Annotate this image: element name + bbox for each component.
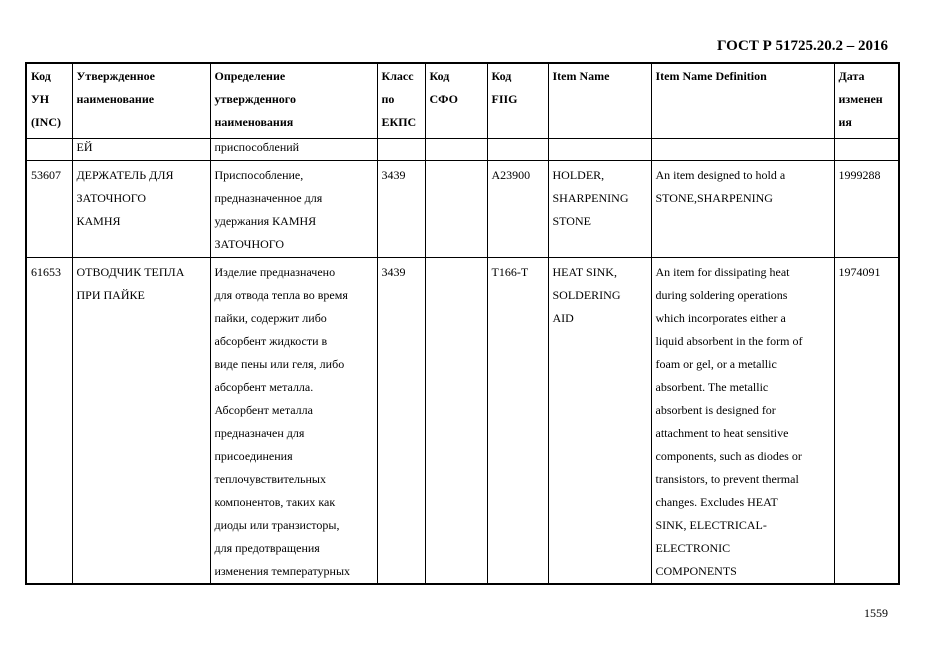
cell-approved-name: ЕЙ [72,138,210,160]
cell-approved-name: ДЕРЖАТЕЛЬ ДЛЯ ЗАТОЧНОГО КАМНЯ [72,160,210,257]
col-header-definition: Определение утвержденного наименования [210,63,377,138]
cell-fiig: T166-T [487,257,548,584]
col-header-inc: Код УН (INC) [26,63,72,138]
cell-definition: Изделие предназначено для отвода тепла во время пайки, содержит либо абсорбент жидкости в виде пены или геля, либо абсорбент металла. Абсорбент металла предназначен для присоединения теплочувствительных компонентов, таких как диоды или транзисторы, для предотвращения изменения температурных [210,257,377,584]
cell-item-name: HEAT SINK, SOLDERING AID [548,257,651,584]
col-header-fiig: Код FIIG [487,63,548,138]
cell-item-name: HOLDER, SHARPENING STONE [548,160,651,257]
cell-approved-name: ОТВОДЧИК ТЕПЛА ПРИ ПАЙКЕ [72,257,210,584]
cell-sfo [425,160,487,257]
cell-item-definition [651,138,834,160]
cell-class [377,138,425,160]
cell-date: 1974091 [834,257,899,584]
cell-item-name [548,138,651,160]
cell-sfo [425,138,487,160]
cell-class: 3439 [377,257,425,584]
cell-fiig [487,138,548,160]
cell-class: 3439 [377,160,425,257]
col-header-class: Класс по ЕКПС [377,63,425,138]
table-header-row [26,63,899,138]
cell-sfo [425,257,487,584]
cell-inc: 61653 [26,257,72,584]
col-header-item-definition: Item Name Definition [651,63,834,138]
col-header-date: Дата изменен ия [834,63,899,138]
col-header-approved-name: Утвержденное наименование [72,63,210,138]
cell-date: 1999288 [834,160,899,257]
page-number: 1559 [864,606,888,620]
cell-item-definition: An item designed to hold a STONE,SHARPENING [651,160,834,257]
cell-definition: Приспособление, предназначенное для удержания КАМНЯ ЗАТОЧНОГО [210,160,377,257]
col-header-sfo: Код СФО [425,63,487,138]
col-header-item-name: Item Name [548,63,651,138]
table-row [26,138,899,160]
cell-fiig: A23900 [487,160,548,257]
table-row [26,257,899,584]
cell-date [834,138,899,160]
catalog-table [25,62,900,585]
cell-inc [26,138,72,160]
cell-definition: приспособлений [210,138,377,160]
document-header: ГОСТ Р 51725.20.2 – 2016 [716,38,888,54]
cell-item-definition: An item for dissipating heat during soldering operations which incorporates either a liquid absorbent in the form of foam or gel, or a metallic absorbent. The metallic absorbent is designed for attachment to heat sensitive components, such as diodes or transistors, to prevent thermal changes. Excludes HEAT SINK, ELECTRICAL- ELECTRONIC COMPONENTS [651,257,834,584]
table-row [26,160,899,257]
cell-inc: 53607 [26,160,72,257]
